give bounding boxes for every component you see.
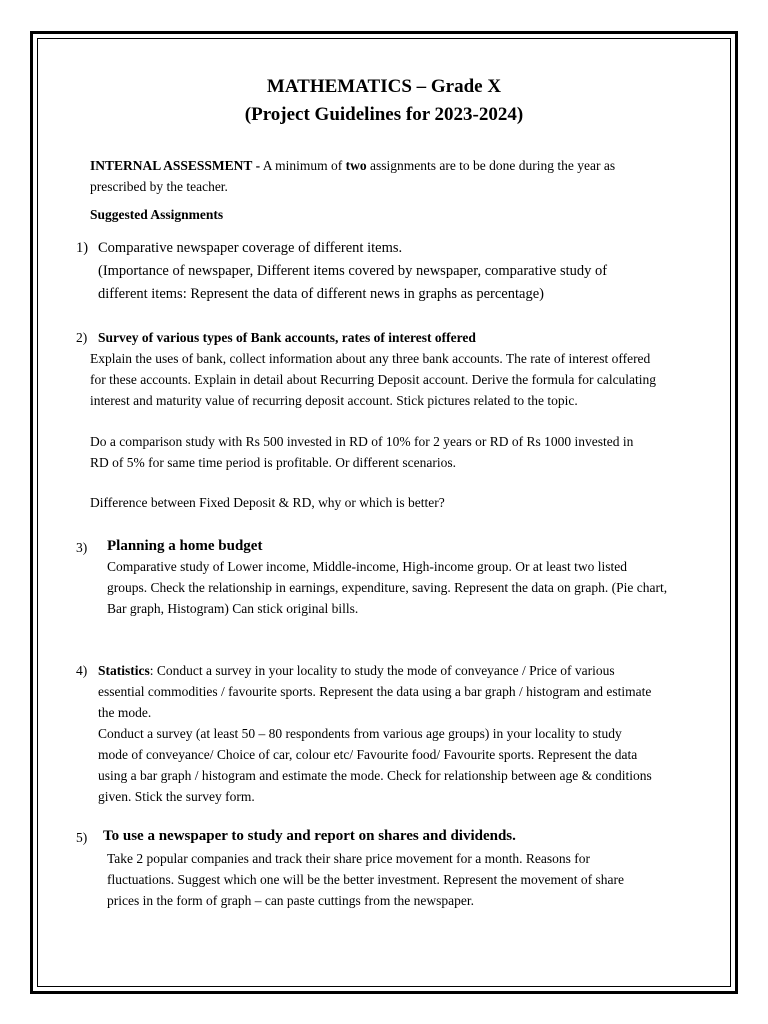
item-line: Difference between Fixed Deposit & RD, why or which is better? bbox=[90, 495, 445, 510]
item-line: Explain the uses of bank, collect information about any three bank accounts. The rate of interest offered bbox=[90, 351, 651, 366]
item-line: fluctuations. Suggest which one will be the better investment. Represent the movement of share bbox=[107, 872, 624, 887]
item-title: Comparative newspaper coverage of different items. bbox=[98, 240, 403, 256]
intro-line-1 bbox=[90, 155, 615, 176]
item-line: mode of conveyance/ Choice of car, colour etc/ Favourite food/ Favourite sports. Represent the data bbox=[98, 747, 638, 762]
suggested-heading: Suggested Assignments bbox=[90, 207, 224, 222]
title-line-2: (Project Guidelines for 2023-2024) bbox=[244, 104, 524, 125]
item-title: To use a newspaper to study and report on shares and dividends. bbox=[103, 828, 516, 844]
intro-emph: two bbox=[345, 158, 367, 173]
item-line: interest and maturity value of recurring deposit account. Stick pictures related to the topic. bbox=[90, 393, 578, 408]
item-title: Statistics bbox=[98, 663, 150, 678]
item-line: Comparative study of Lower income, Middle-income, High-income group. Or at least two listed bbox=[107, 559, 628, 574]
intro-line-2: prescribed by the teacher. bbox=[90, 179, 228, 194]
item-number: 1) bbox=[76, 240, 89, 256]
item-title-rest: : Conduct a survey in your locality to study the mode of conveyance / Price of various bbox=[149, 663, 615, 678]
item-line: groups. Check the relationship in earnings, expenditure, saving. Represent the data on graph. (Pie chart, bbox=[107, 580, 668, 595]
item-line: different items: Represent the data of different news in graphs as percentage) bbox=[98, 286, 544, 302]
item-number: 2) bbox=[76, 330, 88, 345]
item-line: Take 2 popular companies and track their share price movement for a month. Reasons for bbox=[107, 851, 591, 866]
title-line-1: MATHEMATICS – Grade X bbox=[266, 76, 502, 97]
item-number: 5) bbox=[76, 830, 88, 845]
item-title: Survey of various types of Bank accounts, rates of interest offered bbox=[98, 330, 476, 345]
item-line: using a bar graph / histogram and estimate the mode. Check for relationship between age & conditions bbox=[98, 768, 652, 783]
item-line: (Importance of newspaper, Different items covered by newspaper, comparative study of bbox=[98, 263, 608, 279]
item-line: for these accounts. Explain in detail about Recurring Deposit account. Derive the formula for calculating bbox=[90, 372, 657, 387]
item-line: given. Stick the survey form. bbox=[98, 789, 255, 804]
item-number: 3) bbox=[76, 540, 88, 555]
intro-text-b: assignments are to be done during the year as bbox=[366, 158, 616, 173]
item-line: the mode. bbox=[98, 705, 152, 720]
item-line: Conduct a survey (at least 50 – 80 respondents from various age groups) in your locality to study bbox=[98, 726, 622, 741]
item-line: Bar graph, Histogram) Can stick original bills. bbox=[107, 601, 359, 616]
intro-text-a: A minimum of bbox=[260, 158, 346, 173]
item-line: prices in the form of graph – can paste cuttings from the newspaper. bbox=[107, 893, 475, 908]
intro-label: INTERNAL ASSESSMENT - bbox=[90, 158, 261, 173]
item-line: Do a comparison study with Rs 500 invested in RD of 10% for 2 years or RD of Rs 1000 invested in bbox=[90, 434, 634, 449]
item-line: RD of 5% for same time period is profitable. Or different scenarios. bbox=[90, 455, 457, 470]
item-line: essential commodities / favourite sports. Represent the data using a bar graph / histogram and estimate bbox=[98, 684, 652, 699]
item-title: Planning a home budget bbox=[107, 538, 263, 554]
item-title-line bbox=[98, 660, 615, 681]
item-number: 4) bbox=[76, 663, 88, 678]
